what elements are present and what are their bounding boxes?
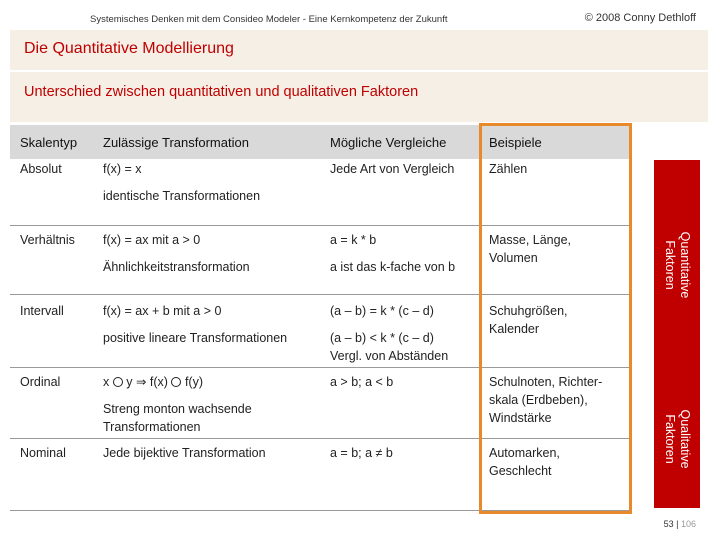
transform-nominal: Jede bijektive Transformation: [103, 446, 266, 460]
transform-ordinal-x: x: [103, 375, 110, 389]
transform-note-verhaeltnis: Ähnlichkeitstransformation: [103, 260, 250, 274]
examples-ordinal-2: skala (Erdbeben),: [489, 393, 588, 407]
compare-nominal: a = b; a ≠ b: [330, 446, 393, 460]
qualitative-label-line-2: Faktoren: [663, 414, 677, 464]
quantitative-label-line-1: Quantitative: [678, 231, 692, 299]
quantitative-label-line-2: Faktoren: [663, 240, 677, 290]
qualitative-factors-label: [654, 370, 700, 508]
order-relation-icon: [171, 377, 181, 387]
compare-verhaeltnis: a = k * b: [330, 233, 377, 247]
page-subtitle: Unterschied zwischen quantitativen und qualitativen Faktoren: [24, 84, 419, 100]
type-intervall: Intervall: [20, 304, 64, 318]
examples-verhaeltnis-2: Volumen: [489, 251, 538, 265]
type-verhaeltnis: Verhältnis: [20, 233, 75, 247]
examples-verhaeltnis-1: Masse, Länge,: [489, 233, 571, 247]
type-absolut: Absolut: [20, 162, 62, 176]
transform-ordinal-fy: f(y): [184, 375, 204, 389]
implies-icon: ⇒: [135, 375, 147, 389]
order-relation-icon: [113, 377, 123, 387]
transform-note-ordinal-2: Transformationen: [103, 420, 201, 434]
presentation-subtitle: Systemisches Denken mit dem Consideo Modeler - Eine Kernkompetenz der Zukunft: [90, 14, 448, 25]
examples-intervall-2: Kalender: [489, 322, 540, 336]
total-pages: 106: [680, 519, 696, 529]
copyright-notice: © 2008 Conny Dethloff: [584, 12, 696, 24]
type-ordinal: Ordinal: [20, 375, 61, 389]
compare-ordinal: a > b; a < b: [330, 375, 394, 389]
current-page: 53: [663, 519, 674, 529]
transform-note-intervall: positive lineare Transformationen: [103, 331, 288, 345]
header-skalentyp: Skalentyp: [20, 135, 78, 150]
header-beispiele: Beispiele: [489, 135, 542, 150]
type-nominal: Nominal: [20, 446, 66, 460]
compare-intervall: (a – b) = k * (c – d): [330, 304, 434, 318]
page-separator: |: [676, 519, 679, 529]
compare-note-intervall-2: Vergl. von Abständen: [330, 349, 449, 363]
transform-absolut: f(x) = x: [103, 162, 142, 176]
examples-nominal-1: Automarken,: [489, 446, 560, 460]
examples-intervall-1: Schuhgrößen,: [489, 304, 568, 318]
examples-ordinal-3: Windstärke: [489, 411, 552, 425]
transform-ordinal-fx: f(x): [149, 375, 168, 389]
transform-ordinal-y: y: [126, 375, 133, 389]
qualitative-label-line-1: Qualitative: [678, 409, 692, 469]
examples-ordinal-1: Schulnoten, Richter-: [489, 375, 603, 389]
page-number: [664, 519, 696, 529]
quantitative-factors-label: [654, 160, 700, 370]
page-title: Die Quantitative Modellierung: [24, 40, 234, 57]
compare-note-verhaeltnis: a ist das k-fache von b: [330, 260, 456, 274]
header-transformation: Zulässige Transformation: [103, 135, 249, 150]
examples-nominal-2: Geschlecht: [489, 464, 552, 478]
transform-note-ordinal-1: Streng monton wachsende: [103, 402, 252, 416]
compare-absolut: Jede Art von Vergleich: [330, 162, 455, 176]
examples-highlight-frame: [479, 123, 632, 514]
transform-intervall: f(x) = ax + b mit a > 0: [103, 304, 222, 318]
transform-ordinal: [103, 373, 203, 391]
transform-note-absolut: identische Transformationen: [103, 189, 261, 203]
transform-verhaeltnis: f(x) = ax mit a > 0: [103, 233, 201, 247]
compare-note-intervall-1: (a – b) < k * (c – d): [330, 331, 434, 345]
header-vergleiche: Mögliche Vergleiche: [330, 135, 447, 150]
examples-absolut: Zählen: [489, 162, 528, 176]
